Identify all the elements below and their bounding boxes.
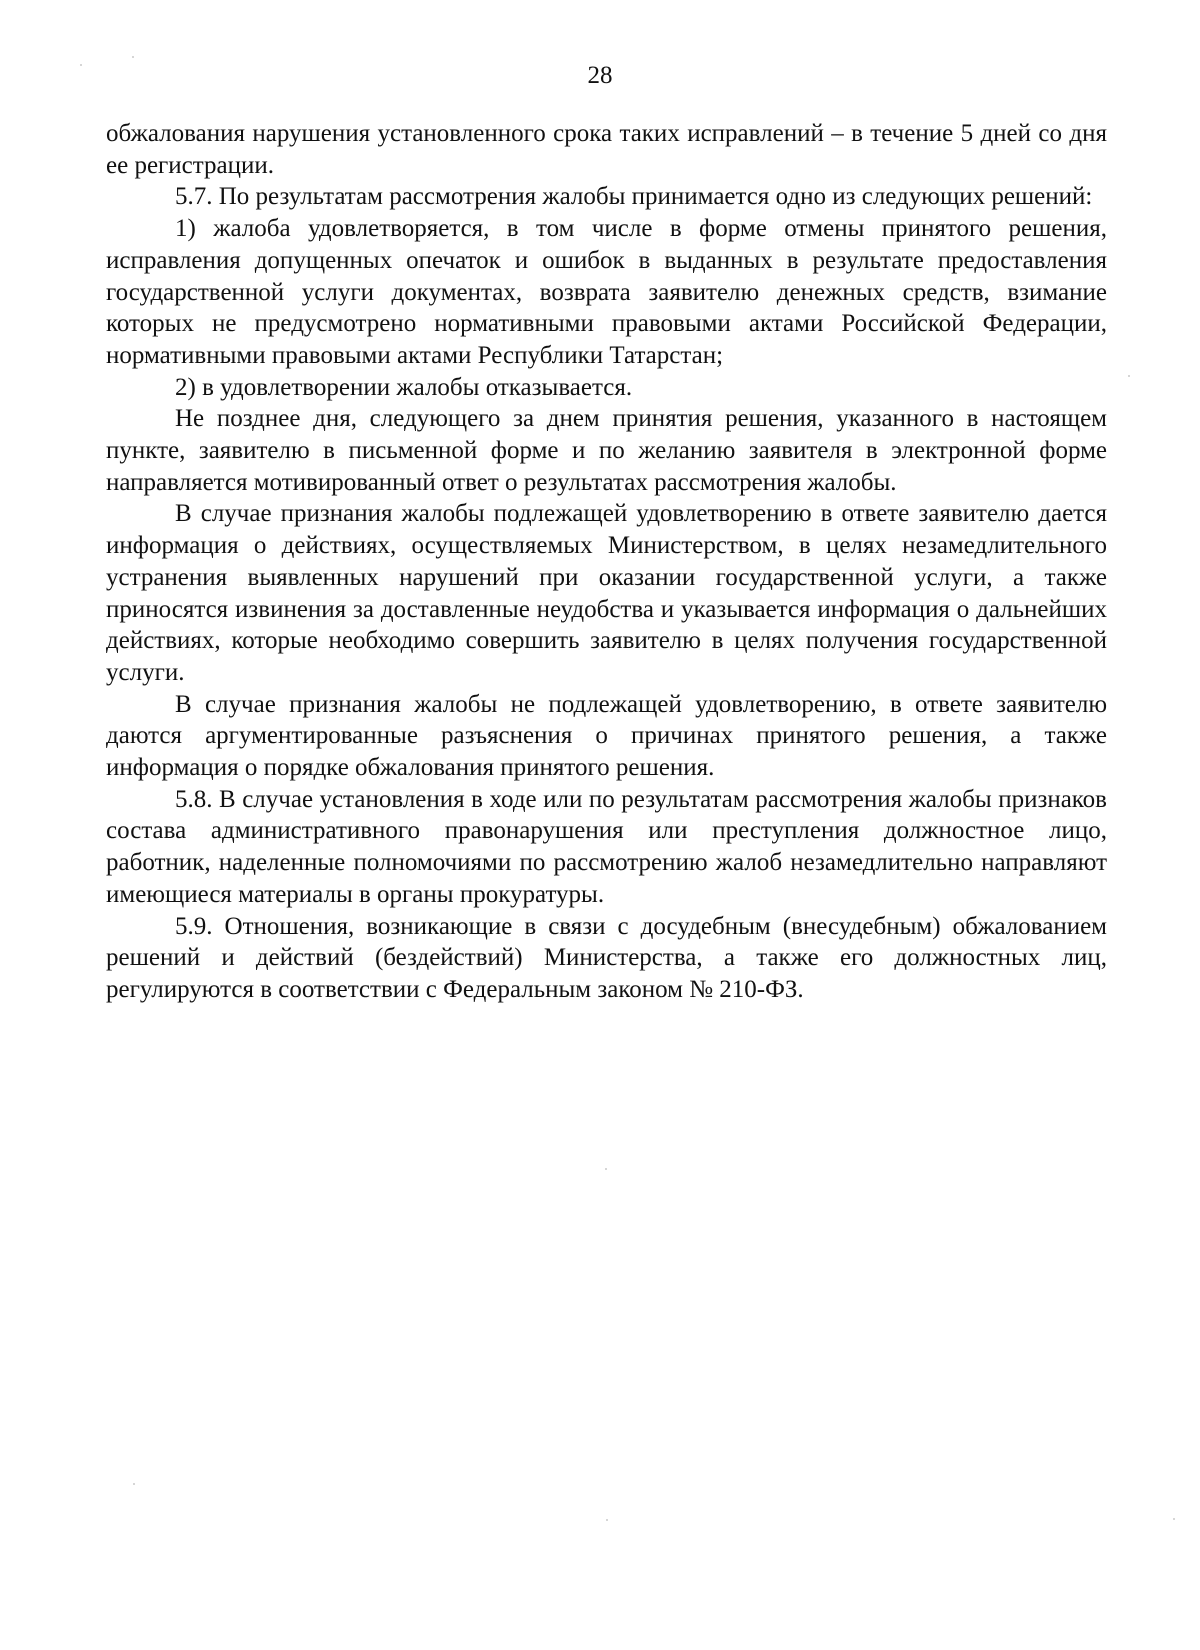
paragraph-5-9: 5.9. Отношения, возникающие в связи с досудебным (внесудебным) обжалованием решений и действий (бездействий) Министерства, а также его должностных лиц, регулируются в соответствии с Федеральным законом № 210-ФЗ.: [106, 912, 1107, 1003]
scan-speck: [1128, 375, 1130, 377]
scan-speck: [133, 1483, 135, 1485]
paragraph-item-1: 1) жалоба удовлетворяется, в том числе в форме отмены принятого решения, исправления допущенных опечаток и ошибок в выданных в результате предоставления государственной услуги документах, возврата заявителю денежных средств, взимание которых не предусмотрено нормативными правовыми актами Российской Федерации, нормативными правовыми актами Республики Татарстан;: [106, 215, 1107, 369]
paragraph-item-2: 2) в удовлетворении жалобы отказывается.: [175, 373, 633, 401]
scan-speck: [132, 56, 134, 58]
scan-speck: [605, 1168, 607, 1170]
scan-speck: [1173, 1518, 1175, 1520]
paragraph-5-7: 5.7. По результатам рассмотрения жалобы принимается одно из следующих решений:: [175, 183, 1093, 211]
page-number: 28: [587, 62, 613, 89]
paragraph-continuation: обжалования нарушения установленного срока таких исправлений – в течение 5 дней со дня ее регистрации.: [106, 120, 1107, 179]
paragraph-satisfied-case: В случае признания жалобы подлежащей удовлетворению в ответе заявителю дается информация о действиях, осуществляемых Министерством, в целях незамедлительного устранения выявленных нарушений при оказании государственной услуги, а также приносятся извинения за доставленные неудобства и указывается информация о дальнейших действиях, которые необходимо совершить заявителю в целях получения государственной услуги.: [106, 500, 1107, 686]
document-body: [106, 118, 1107, 1006]
paragraph-5-8: 5.8. В случае установления в ходе или по результатам рассмотрения жалобы признаков состава административного правонарушения или преступления должностное лицо, работник, наделенные полномочиями по рассмотрению жалоб незамедлительно направляют имеющиеся материалы в органы прокуратуры.: [106, 785, 1107, 908]
scan-speck: [80, 64, 82, 66]
scan-speck: [606, 1519, 608, 1521]
paragraph-response-deadline: Не позднее дня, следующего за днем принятия решения, указанного в настоящем пункте, заявителю в письменной форме и по желанию заявителя в электронной форме направляется мотивированный ответ о результатах рассмотрения жалобы.: [106, 405, 1107, 496]
paragraph-rejected-case: В случае признания жалобы не подлежащей удовлетворению, в ответе заявителю даются аргументированные разъяснения о причинах принятого решения, а также информация о порядке обжалования принятого решения.: [106, 690, 1107, 782]
